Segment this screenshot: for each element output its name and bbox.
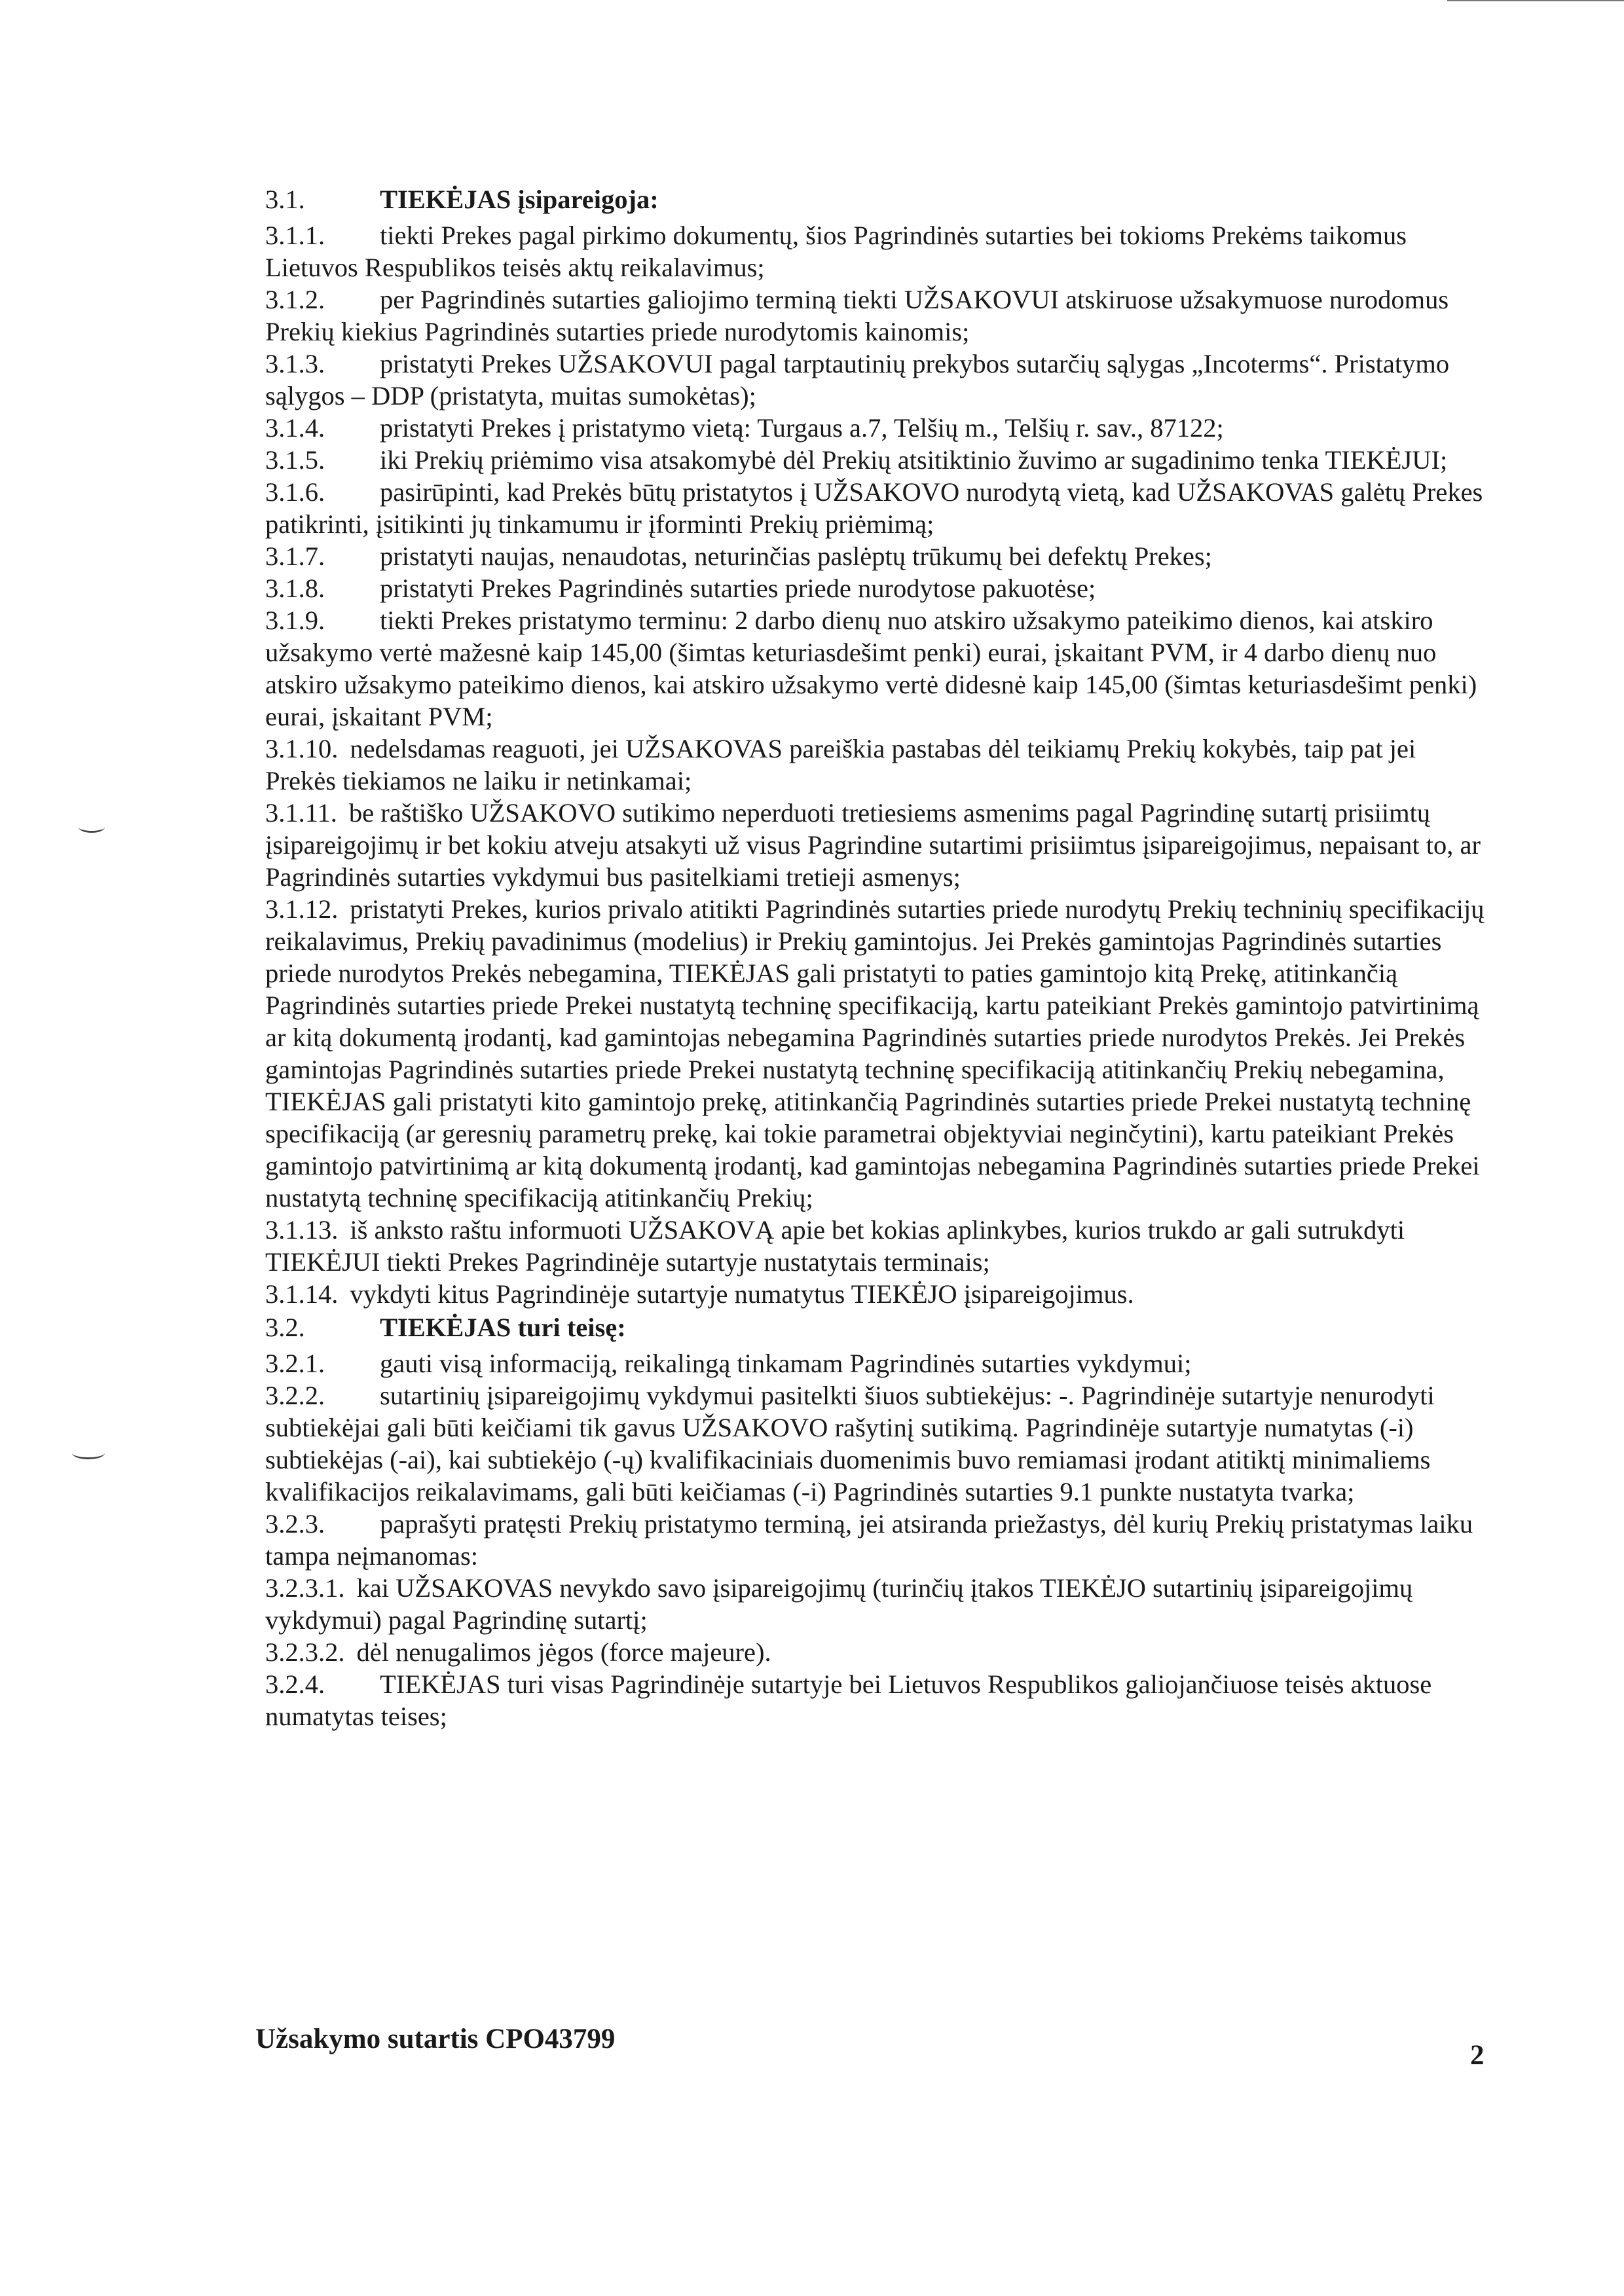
clause-number: 3.1.10.: [265, 734, 339, 763]
clause-number: 3.1.6.: [265, 477, 325, 507]
clause-number: 3.2.2.: [265, 1381, 325, 1410]
clause-number: 3.2.1.: [265, 1349, 325, 1378]
clause-text: dėl nenugalimos jėgos (force majeure).: [356, 1637, 771, 1667]
clause-number: 3.1.12.: [265, 894, 339, 924]
clause-paragraph: [265, 444, 1493, 476]
clause-number: 3.1.14.: [265, 1279, 339, 1309]
footer-contract-title: Užsakymo sutartis CPO43799: [255, 2024, 616, 2054]
clause-text: paprašyti pratęsti Prekių pristatymo terminą, jei atsiranda priežastys, dėl kurių Prekių pristatymas laiku tampa neįmanomas:: [265, 1509, 1473, 1571]
clause-paragraph: [265, 1508, 1493, 1572]
clause-number: 3.1.13.: [265, 1215, 339, 1245]
clause-number: 3.1.7.: [265, 541, 325, 571]
clause-text: TIEKĖJAS turi visas Pagrindinėje sutartyje bei Lietuvos Respublikos galiojančiuose teisės aktuose numatytas teises;: [265, 1669, 1432, 1731]
clause-paragraph: [265, 412, 1493, 444]
clause-paragraph: [265, 1347, 1493, 1379]
clause-text: gauti visą informaciją, reikalingą tinkamam Pagrindinės sutarties vykdymui;: [380, 1349, 1192, 1378]
clause-number: 3.1.8.: [265, 574, 325, 603]
scan-mark-left-2: [72, 1447, 105, 1459]
clause-number: 3.2.3.1.: [265, 1573, 345, 1603]
clause-paragraph: [265, 540, 1493, 572]
clause-text: pristatyti Prekes, kurios privalo atitikti Pagrindinės sutarties priede nurodytų Prekių techninių specifikacijų reikalavimus, Prekių pavadinimus (modelius) ir Prekių gamintojus. Jei Prekės gamintojas Pagrindinės sutarties priede nurodytos Prekės nebegamina, TIEKĖJAS gali pristatyti to paties gamintojo kitą Prekę, atitinkančią Pagrindinės sutarties priede Prekei nustatytą techninę specifikaciją, kartu pateikiant Prekės gamintojo patvirtinimą ar kitą dokumentą įrodantį, kad gamintojas nebegamina Pagrindinės sutarties priede nurodytos Prekės. Jei Prekės gamintojas Pagrindinės sutarties priede Prekei nustatytą techninę specifikaciją atitinkančių Prekių nebegamina, TIEKĖJAS gali pristatyti kito gamintojo prekę, atitinkančią Pagrindinės sutarties priede Prekei nustatytą techninę specifikaciją (ar geresnių parametrų prekę, kai tokie parametrai objektyviai neginčytini), kartu pateikiant Prekės gamintojo patvirtinimą ar kitą dokumentą įrodantį, kad gamintojas nebegamina Pagrindinės sutarties priede Prekei nustatytą techninę specifikaciją atitinkančių Prekių;: [265, 894, 1485, 1212]
scan-mark-left-1: [79, 822, 105, 833]
clause-text: sutartinių įsipareigojimų vykdymui pasitelkti šiuos subtiekėjus: -. Pagrindinėje sutartyje nenurodyti subtiekėjai gali būti keičiami tik gavus UŽSAKOVO rašytinį sutikimą. Pagrindinėje sutartyje numatytas (-i) subtiekėjas (-ai), kai subtiekėjo (-ų) kvalifikaciniais duomenimis buvo remiamasi įrodant atitiktį minimaliems kvalifikacijos reikalavimams, gali būti keičiamas (-i) Pagrindinės sutarties 9.1 punkte nustatyta tvarka;: [265, 1381, 1435, 1506]
page-number: 2: [1470, 2040, 1485, 2071]
heading-text: TIEKĖJAS turi teisę:: [380, 1313, 626, 1342]
clause-paragraph: [265, 1668, 1493, 1732]
clause-paragraph: [265, 1278, 1493, 1310]
clause-text: pristatyti Prekes į pristatymo vietą: Turgaus a.7, Telšių m., Telšių r. sav., 87122;: [380, 413, 1224, 443]
clause-text: tiekti Prekes pagal pirkimo dokumentų, šios Pagrindinės sutarties bei tokioms Prekėms taikomus Lietuvos Respublikos teisės aktų reikalavimus;: [265, 221, 1407, 282]
clause-text: iš anksto raštu informuoti UŽSAKOVĄ apie bet kokias aplinkybes, kurios trukdo ar gali sutrukdyti TIEKĖJUI tiekti Prekes Pagrindinėje sutartyje nustatytais terminais;: [265, 1215, 1405, 1277]
clause-text: iki Prekių priėmimo visa atsakomybė dėl Prekių atsitiktinio žuvimo ar sugadinimo tenka TIEKĖJUI;: [380, 445, 1448, 475]
clause-text: tiekti Prekes pristatymo terminu: 2 darbo dienų nuo atskiro užsakymo pateikimo dienos, kai atskiro užsakymo vertė mažesnė kaip 145,00 (šimtas keturiasdešimt penki) eurai, įskaitant PVM, ir 4 darbo dienų nuo atskiro užsakymo pateikimo dienos, kai atskiro užsakymo vertė didesnė kaip 145,00 (šimtas keturiasdešimt penki) eurai, įskaitant PVM;: [265, 606, 1477, 731]
clause-number: 3.2.3.: [265, 1509, 325, 1539]
clause-text: pristatyti Prekes UŽSAKOVUI pagal tarptautinių prekybos sutarčių sąlygas „Incoterms“. Pristatymo sąlygos – DDP (pristatyta, muitas sumokėtas);: [265, 349, 1450, 410]
clause-text: pristatyti naujas, nenaudotas, neturinčias paslėptų trūkumų bei defektų Prekes;: [380, 541, 1212, 571]
clause-paragraph: [265, 476, 1493, 540]
clause-number: 3.1.3.: [265, 349, 325, 378]
clause-paragraph: [265, 348, 1493, 412]
clause-text: nedelsdamas reaguoti, jei UŽSAKOVAS pareiškia pastabas dėl teikiamų Prekių kokybės, taip pat jei Prekės tiekiamos ne laiku ir netinkamai;: [265, 734, 1416, 795]
clause-text: pristatyti Prekes Pagrindinės sutarties priede nurodytose pakuotėse;: [380, 574, 1096, 603]
clause-number: 3.1.11.: [265, 798, 337, 828]
clause-number: 3.1.5.: [265, 445, 325, 475]
clause-number: 3.1.1.: [265, 221, 325, 250]
clause-paragraph: [265, 1636, 1493, 1668]
scan-edge-line: [1447, 0, 1624, 1]
clause-number: 3.1.9.: [265, 606, 325, 635]
clause-paragraph: [265, 1572, 1493, 1636]
section-heading: [265, 1311, 1493, 1343]
clause-number: 3.2.: [265, 1313, 305, 1342]
clause-number: 3.2.3.2.: [265, 1637, 345, 1667]
clause-number: 3.2.4.: [265, 1669, 325, 1699]
clause-number: 3.1.4.: [265, 413, 325, 443]
clause-number: 3.1.: [265, 185, 305, 214]
clause-paragraph: [265, 219, 1493, 283]
clause-paragraph: [265, 1214, 1493, 1278]
clause-number: 3.1.2.: [265, 285, 325, 314]
clause-text: vykdyti kitus Pagrindinėje sutartyje numatytus TIEKĖJO įsipareigojimus.: [350, 1279, 1134, 1309]
clause-paragraph: [265, 733, 1493, 797]
clause-text: per Pagrindinės sutarties galiojimo terminą tiekti UŽSAKOVUI atskiruose užsakymuose nurodomus Prekių kiekius Pagrindinės sutarties priede nurodytomis kainomis;: [265, 285, 1449, 346]
section-heading: [265, 183, 1493, 215]
clause-text: be raštiško UŽSAKOVO sutikimo neperduoti tretiesiems asmenims pagal Pagrindinę sutartį prisiimtų įsipareigojimų ir bet kokiu atveju atsakyti už visus Pagrindine sutartimi prisiimtus įsipareigojimus, nepaisant to, ar Pagrindinės sutarties vykdymui bus pasitelkiami tretieji asmenys;: [265, 798, 1481, 892]
clause-paragraph: [265, 604, 1493, 733]
clause-paragraph: [265, 893, 1493, 1214]
clause-paragraph: [265, 797, 1493, 893]
clause-text: kai UŽSAKOVAS nevykdo savo įsipareigojimų (turinčių įtakos TIEKĖJO sutartinių įsipareigojimų vykdymui) pagal Pagrindinę sutartį;: [265, 1573, 1413, 1635]
clause-paragraph: [265, 283, 1493, 348]
contract-body: [265, 182, 1493, 1732]
clause-paragraph: [265, 572, 1493, 604]
clause-paragraph: [265, 1379, 1493, 1508]
heading-text: TIEKĖJAS įsipareigoja:: [380, 185, 659, 214]
clause-text: pasirūpinti, kad Prekės būtų pristatytos į UŽSAKOVO nurodytą vietą, kad UŽSAKOVAS galėtų Prekes patikrinti, įsitikinti jų tinkamumu ir įforminti Prekių priėmimą;: [265, 477, 1483, 539]
